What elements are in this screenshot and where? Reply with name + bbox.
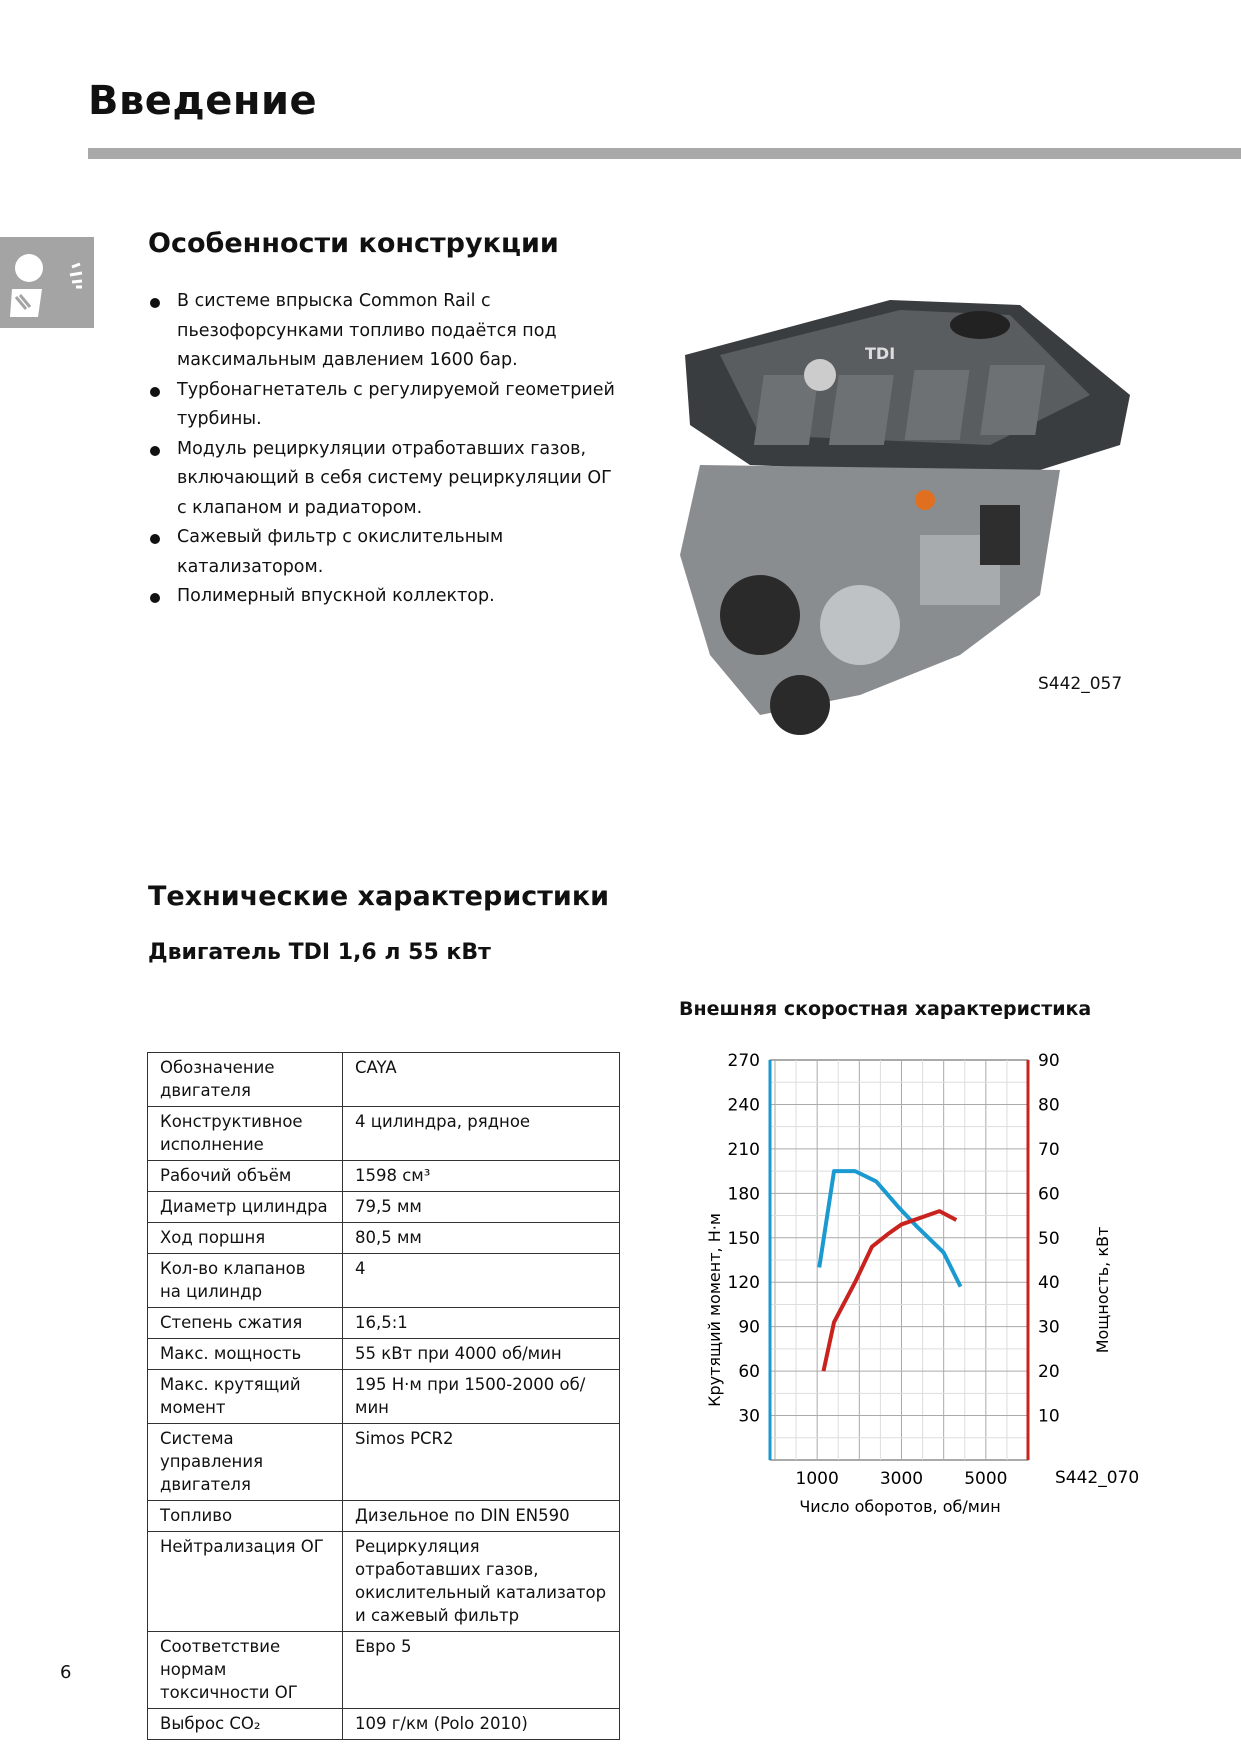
section-heading-features: Особенности конструкции bbox=[148, 228, 559, 259]
x-tick-label: 1000 bbox=[795, 1469, 839, 1489]
spec-value: 80,5 мм bbox=[343, 1223, 620, 1254]
spec-label: Конструктивное исполнение bbox=[148, 1107, 343, 1161]
y2-tick-label: 60 bbox=[1038, 1184, 1060, 1205]
y2-tick-label: 80 bbox=[1038, 1095, 1060, 1116]
spec-value: 4 цилиндра, рядное bbox=[343, 1107, 620, 1161]
engine-image bbox=[660, 295, 1138, 765]
table-row bbox=[148, 1107, 620, 1161]
spec-value: 109 г/км (Polo 2010) bbox=[343, 1709, 620, 1740]
y2-tick-label: 40 bbox=[1038, 1273, 1060, 1294]
person-info-icon bbox=[0, 237, 94, 328]
spec-value: 16,5:1 bbox=[343, 1308, 620, 1339]
spec-value: 195 Н·м при 1500-2000 об/мин bbox=[343, 1370, 620, 1424]
spec-label: Система управления двигателя bbox=[148, 1424, 343, 1501]
list-item: Турбонагнетатель с регулируемой геометрией турбины. bbox=[148, 376, 618, 435]
table-row bbox=[148, 1501, 620, 1532]
title-rule bbox=[88, 148, 1241, 159]
y2-tick-label: 10 bbox=[1038, 1406, 1060, 1427]
list-item: Полимерный впускной коллектор. bbox=[148, 582, 618, 612]
y-tick-label: 150 bbox=[727, 1228, 760, 1249]
spec-value: Рециркуляция отработавших газов, окислительный катализатор и сажевый фильтр bbox=[343, 1532, 620, 1632]
engine-logo: TDI bbox=[865, 344, 896, 363]
section-heading-specs: Технические характеристики bbox=[148, 881, 610, 912]
y-tick-label: 90 bbox=[738, 1317, 760, 1338]
chart-title: Внешняя скоростная характеристика bbox=[679, 998, 1092, 1020]
y-tick-label: 60 bbox=[738, 1362, 760, 1383]
y2-tick-label: 70 bbox=[1038, 1139, 1060, 1160]
spec-label: Макс. мощность bbox=[148, 1339, 343, 1370]
y-tick-label: 180 bbox=[727, 1184, 760, 1205]
spec-label: Диаметр цилиндра bbox=[148, 1192, 343, 1223]
spec-value: Евро 5 bbox=[343, 1632, 620, 1709]
spec-table bbox=[147, 1052, 620, 1740]
table-row bbox=[148, 1053, 620, 1107]
table-row bbox=[148, 1254, 620, 1308]
x-axis-label: Число оборотов, об/мин bbox=[799, 1497, 1001, 1516]
spec-value: 79,5 мм bbox=[343, 1192, 620, 1223]
y-tick-label: 30 bbox=[738, 1406, 760, 1427]
spec-label: Топливо bbox=[148, 1501, 343, 1532]
spec-label: Кол-во клапанов на цилиндр bbox=[148, 1254, 343, 1308]
y-tick-label: 240 bbox=[727, 1095, 760, 1116]
list-item: Модуль рециркуляции отработавших газов, включающий в себя систему рециркуляции ОГ с клапаном и радиатором. bbox=[148, 435, 618, 524]
table-row bbox=[148, 1223, 620, 1254]
y2-tick-label: 30 bbox=[1038, 1317, 1060, 1338]
x-tick-label: 5000 bbox=[964, 1469, 1008, 1489]
table-row bbox=[148, 1370, 620, 1424]
table-row bbox=[148, 1532, 620, 1632]
spec-label: Ход поршня bbox=[148, 1223, 343, 1254]
list-item: В системе впрыска Common Rail с пьезофорсунками топливо подаётся под максимальным давлением 1600 бар. bbox=[148, 287, 618, 376]
page-title: Введение bbox=[88, 78, 318, 124]
features-list bbox=[148, 287, 618, 612]
y2-axis-label: Мощность, кВт bbox=[1093, 1226, 1112, 1354]
table-row bbox=[148, 1339, 620, 1370]
spec-value: Дизельное по DIN EN590 bbox=[343, 1501, 620, 1532]
chart-code: S442_070 bbox=[1055, 1468, 1140, 1488]
y-axis-label: Крутящий момент, Н·м bbox=[705, 1213, 724, 1407]
table-row bbox=[148, 1161, 620, 1192]
engine-subheading: Двигатель TDI 1,6 л 55 кВт bbox=[148, 940, 491, 965]
list-item: Сажевый фильтр с окислительным катализатором. bbox=[148, 523, 618, 582]
spec-label: Обозначение двигателя bbox=[148, 1053, 343, 1107]
spec-value: CAYA bbox=[343, 1053, 620, 1107]
y-tick-label: 270 bbox=[727, 1051, 760, 1071]
spec-label: Выброс CO₂ bbox=[148, 1709, 343, 1740]
spec-value: 4 bbox=[343, 1254, 620, 1308]
table-row bbox=[148, 1192, 620, 1223]
page-number: 6 bbox=[60, 1662, 72, 1683]
spec-value: Simos PCR2 bbox=[343, 1424, 620, 1501]
spec-label: Рабочий объём bbox=[148, 1161, 343, 1192]
y2-tick-label: 50 bbox=[1038, 1228, 1060, 1249]
spec-label: Степень сжатия bbox=[148, 1308, 343, 1339]
table-row bbox=[148, 1308, 620, 1339]
spec-label: Нейтрализация ОГ bbox=[148, 1532, 343, 1632]
y-tick-label: 120 bbox=[727, 1273, 760, 1294]
spec-label: Соответствие нормам токсичности ОГ bbox=[148, 1632, 343, 1709]
table-row bbox=[148, 1709, 620, 1740]
table-row bbox=[148, 1632, 620, 1709]
spec-value: 55 кВт при 4000 об/мин bbox=[343, 1339, 620, 1370]
y-tick-label: 210 bbox=[727, 1139, 760, 1160]
table-row bbox=[148, 1424, 620, 1501]
image-code: S442_057 bbox=[1038, 674, 1123, 694]
spec-label: Макс. крутящий момент bbox=[148, 1370, 343, 1424]
spec-value: 1598 см³ bbox=[343, 1161, 620, 1192]
y2-tick-label: 90 bbox=[1038, 1051, 1060, 1071]
x-tick-label: 3000 bbox=[879, 1469, 924, 1489]
y2-tick-label: 20 bbox=[1038, 1362, 1060, 1383]
power-torque-chart bbox=[660, 1040, 1150, 1520]
